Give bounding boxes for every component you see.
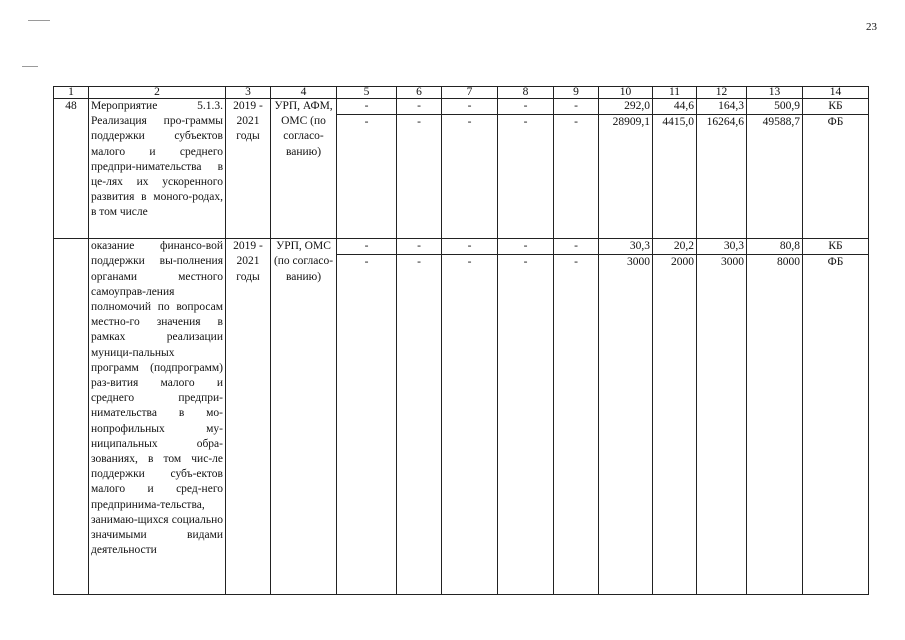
header-cell: 7 xyxy=(442,87,498,99)
funding-source: ФБ xyxy=(803,115,869,239)
header-cell: 13 xyxy=(747,87,803,99)
header-cell: 11 xyxy=(653,87,697,99)
value-cell: 20,2 xyxy=(653,239,697,255)
page-number: 23 xyxy=(866,21,877,33)
value-cell: - xyxy=(554,255,599,595)
value-cell: - xyxy=(337,255,397,595)
row-number xyxy=(54,239,89,595)
header-cell: 4 xyxy=(271,87,337,99)
header-cell: 10 xyxy=(599,87,653,99)
value-cell: 3000 xyxy=(599,255,653,595)
value-cell: 16264,6 xyxy=(697,115,747,239)
funding-source: КБ xyxy=(803,239,869,255)
scan-mark xyxy=(22,66,38,67)
activity-name: оказание финансо-вой поддержки вы-полнения органами местного самоуправ-ления полномочий по вопросам местно-го значения в рамках реализации муници-пальных программ (подпрограмм) раз-вития малого и среднего предпри-нимательства в мо-нопрофильных му-ниципальных обра-зованиях, в том чис-ле поддержки субъ-ектов малого и сред-него предпринима-тельства, занимаю-щихся социально значимыми видами деятельности xyxy=(89,239,226,595)
row-number: 48 xyxy=(54,99,89,239)
header-cell: 2 xyxy=(89,87,226,99)
value-cell: 2000 xyxy=(653,255,697,595)
header-cell: 9 xyxy=(554,87,599,99)
value-cell: 292,0 xyxy=(599,99,653,115)
value-cell: - xyxy=(442,255,498,595)
value-cell: 3000 xyxy=(697,255,747,595)
header-cell: 3 xyxy=(226,87,271,99)
value-cell: - xyxy=(498,115,554,239)
table-row xyxy=(54,99,869,115)
value-cell: - xyxy=(498,239,554,255)
header-cell: 6 xyxy=(397,87,442,99)
header-cell: 8 xyxy=(498,87,554,99)
value-cell: - xyxy=(442,239,498,255)
value-cell: - xyxy=(554,115,599,239)
value-cell: 4415,0 xyxy=(653,115,697,239)
value-cell: - xyxy=(337,99,397,115)
value-cell: - xyxy=(337,115,397,239)
header-cell: 5 xyxy=(337,87,397,99)
value-cell: 8000 xyxy=(747,255,803,595)
value-cell: 80,8 xyxy=(747,239,803,255)
value-cell: - xyxy=(554,99,599,115)
header-cell: 1 xyxy=(54,87,89,99)
activity-name: Мероприятие 5.1.3. Реализация про-граммы поддержки субъектов малого и среднего предпри-нимательства в це-лях их ускоренного развития в моного-родах, в том числе xyxy=(89,99,226,239)
header-cell: 14 xyxy=(803,87,869,99)
value-cell: - xyxy=(397,255,442,595)
value-cell: - xyxy=(498,255,554,595)
header-cell: 12 xyxy=(697,87,747,99)
value-cell: - xyxy=(554,239,599,255)
value-cell: 44,6 xyxy=(653,99,697,115)
value-cell: 164,3 xyxy=(697,99,747,115)
header-row xyxy=(54,87,869,99)
value-cell: - xyxy=(442,99,498,115)
value-cell: - xyxy=(397,115,442,239)
table-row xyxy=(54,239,869,255)
period: 2019 - 2021 годы xyxy=(226,99,271,239)
value-cell: - xyxy=(397,239,442,255)
value-cell: - xyxy=(442,115,498,239)
value-cell: 500,9 xyxy=(747,99,803,115)
value-cell: 30,3 xyxy=(599,239,653,255)
value-cell: - xyxy=(337,239,397,255)
value-cell: 49588,7 xyxy=(747,115,803,239)
period: 2019 - 2021 годы xyxy=(226,239,271,595)
value-cell: 30,3 xyxy=(697,239,747,255)
funding-source: ФБ xyxy=(803,255,869,595)
funding-source: КБ xyxy=(803,99,869,115)
executor: УРП, ОМС (по согласо-ванию) xyxy=(271,239,337,595)
budget-table xyxy=(53,86,869,595)
scan-mark xyxy=(28,20,50,21)
value-cell: 28909,1 xyxy=(599,115,653,239)
value-cell: - xyxy=(498,99,554,115)
executor: УРП, АФМ, ОМС (по согласо-ванию) xyxy=(271,99,337,239)
value-cell: - xyxy=(397,99,442,115)
